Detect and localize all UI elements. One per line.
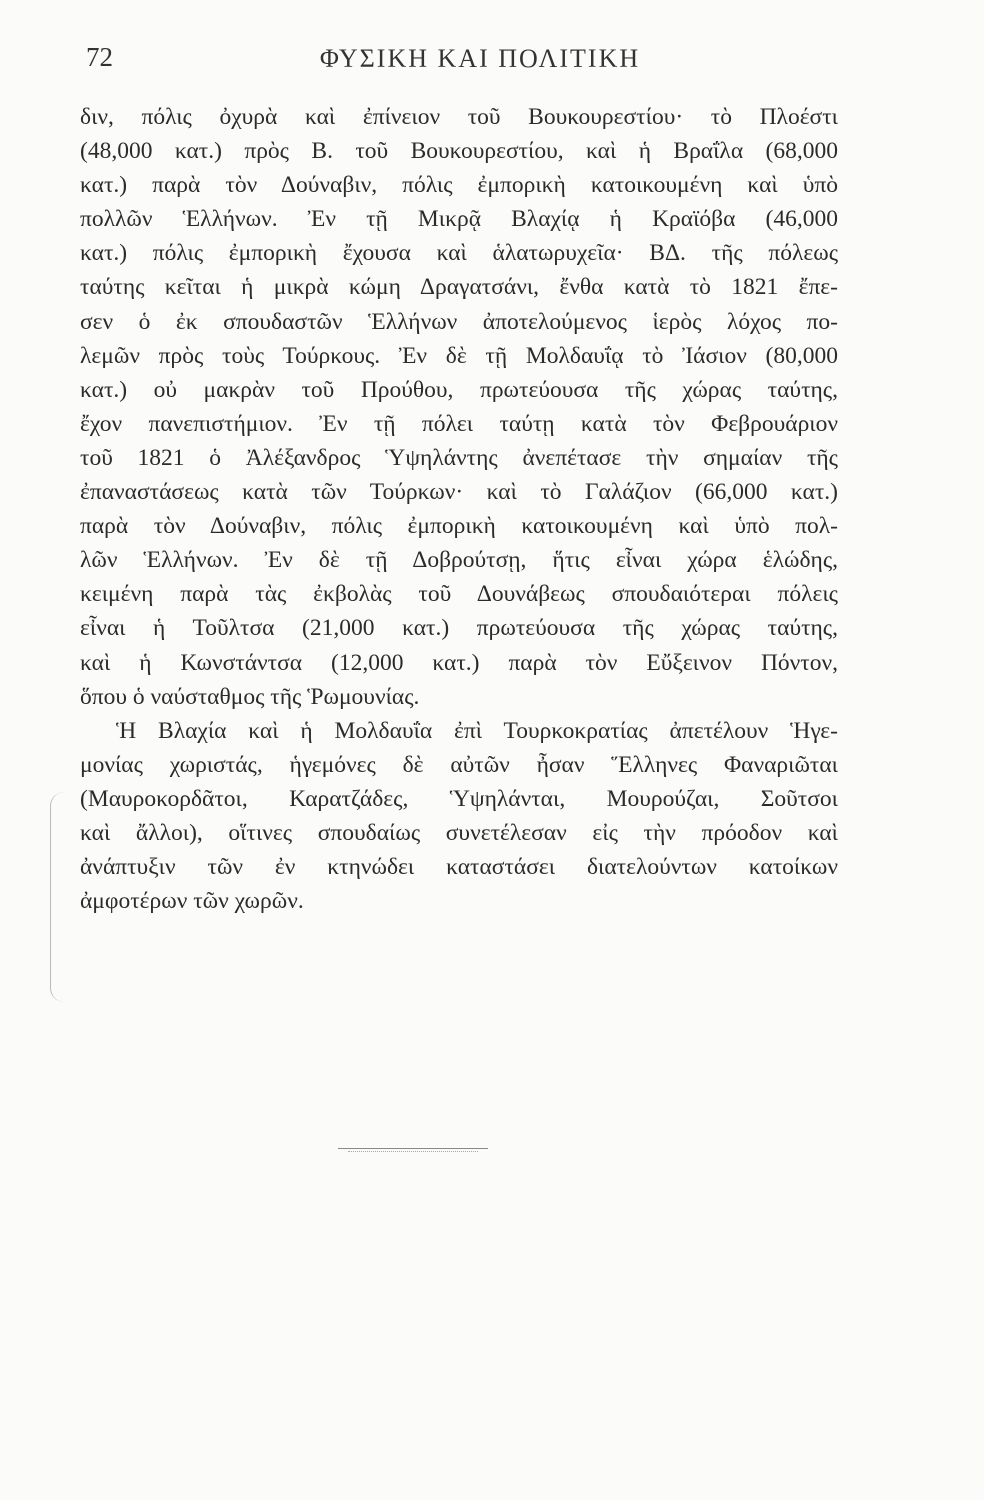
running-title: ΦΥΣΙΚΗ ΚΑΙ ΠΟΛΙΤΙΚΗ [319,44,641,73]
text-line: (48,000 κατ.) πρὸς Β. τοῦ Βουκουρεστίου, καὶ ἡ Βραΐλα (68,000 [80,138,838,165]
page-header [80,42,846,82]
text-line: ἀνάπτυξιν τῶν ἐν κτηνώδει καταστάσει διατελούντων κατοίκων [80,854,838,881]
text-line: σεν ὁ ἐκ σπουδαστῶν Ἑλλήνων ἀποτελούμενος ἱερὸς λόχος πο- [80,308,838,335]
text-line: διν, πόλις ὀχυρὰ καὶ ἐπίνειον τοῦ Βουκουρεστίου· τὸ Πλοέστι [80,104,838,130]
text-line: ὅπου ὁ ναύσταθμος τῆς Ῥωμουνίας. [80,683,420,710]
text-line: μονίας χωριστάς, ἡγεμόνες δὲ αὐτῶν ἦσαν Ἕλληνες Φαναριῶται [80,751,838,778]
text-line: κειμένη παρὰ τὰς ἐκβολὰς τοῦ Δουνάβεως σπουδαιότεραι πόλεις [80,581,838,608]
text-line: κατ.) παρὰ τὸν Δούναβιν, πόλις ἐμπορικὴ κατοικουμένη καὶ ὑπὸ [80,172,838,199]
text-line: καὶ ἄλλοι), οἵτινες σπουδαίως συνετέλεσαν εἰς τὴν πρόοδον καὶ [80,819,838,846]
text-line: παρὰ τὸν Δούναβιν, πόλις ἐμπορικὴ κατοικουμένη καὶ ὑπὸ πολ- [80,513,838,540]
page-number: 72 [86,42,113,72]
text-line: πολλῶν Ἑλλήνων. Ἐν τῇ Μικρᾷ Βλαχίᾳ ἡ Κραϊόβα (46,000 [80,206,838,233]
body-text [80,100,838,918]
text-line: ἐπαναστάσεως κατὰ τῶν Τούρκων· καὶ τὸ Γαλάζιον (66,000 κατ.) [80,479,838,506]
text-line: ἔχον πανεπιστήμιον. Ἐν τῇ πόλει ταύτῃ κατὰ τὸν Φεβρουάριον [80,410,838,437]
paragraph-2 [80,714,838,919]
text-line: καὶ ἡ Κωνστάντσα (12,000 κατ.) παρὰ τὸν Εὔξεινον Πόντον, [80,649,838,676]
text-line: ἀμφοτέρων τῶν χωρῶν. [80,888,304,915]
text-line: ταύτης κεῖται ἡ μικρὰ κώμη Δραγατσάνι, ἔνθα κατὰ τὸ 1821 ἔπε- [80,274,838,301]
text-line: Ἡ Βλαχία καὶ ἡ Μολδαυΐα ἐπὶ Τουρκοκρατίας ἀπετέλουν Ἡγε- [116,717,838,744]
text-line: κατ.) οὐ μακρὰν τοῦ Προύθου, πρωτεύουσα τῆς χώρας ταύτης, [80,376,838,403]
text-line: λῶν Ἑλλήνων. Ἐν δὲ τῇ Δοβρούτσῃ, ἥτις εἶναι χώρα ἑλώδης, [80,547,838,574]
text-line: τοῦ 1821 ὁ Ἀλέξανδρος Ὑψηλάντης ἀνεπέτασε τὴν σημαίαν τῆς [80,444,838,471]
section-separator [338,1148,488,1149]
text-line: εἶναι ἡ Τοῦλτσα (21,000 κατ.) πρωτεύουσα τῆς χώρας ταύτης, [80,615,838,642]
text-line: κατ.) πόλις ἐμπορικὴ ἔχουσα καὶ ἁλατωρυχεῖα· ΒΔ. τῆς πόλεως [80,240,838,267]
text-line: (Μαυροκορδᾶτοι, Καρατζάδες, Ὑψηλάνται, Μουρούζαι, Σοῦτσοι [80,785,838,812]
text-line: λεμῶν πρὸς τοὺς Τούρκους. Ἐν δὲ τῇ Μολδαυΐᾳ τὸ Ἰάσιον (80,000 [80,342,838,369]
margin-pencil-mark [50,792,65,1002]
paragraph-1 [80,100,838,714]
